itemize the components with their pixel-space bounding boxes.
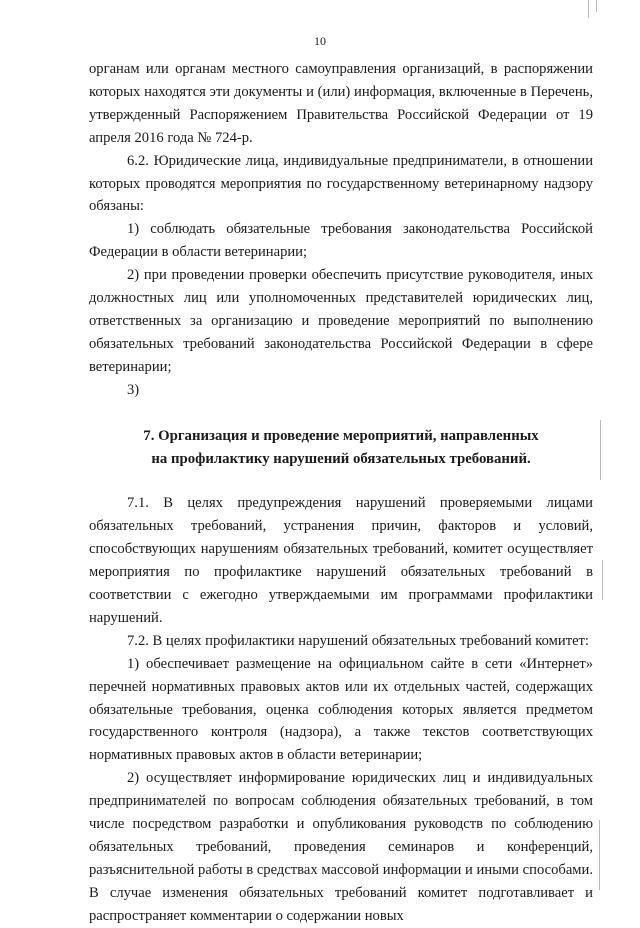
scan-artifact <box>602 560 603 600</box>
section-heading-line-1: 7. Организация и проведение мероприятий, направленных <box>143 427 539 444</box>
scan-artifact <box>600 420 601 480</box>
scan-artifact <box>596 0 597 12</box>
paragraph-continuation: органам или органам местного самоуправления организаций, в распоряжении которых находятся эти документы и (или) информация, включенные в Перечень, утвержденный Распоряжением Правительства Российской Федерации от 19 апреля 2016 года № 724-р. <box>89 61 593 146</box>
page-number: 10 <box>314 34 326 48</box>
paragraph-7-1: 7.1. В целях предупреждения нарушений проверяемыми лицами обязательных требований, устранения причин, факторов и условий, способствующих нарушениям обязательных требований, комитет осуществляет мероприятия по профилактике нарушений обязательных требований в соответствии с ежегодно утверждаемыми им программами профилактики нарушений. <box>89 495 593 626</box>
list-item-7-2-2: 2) осуществляет информирование юридических лиц и индивидуальных предпринимателей по вопросам соблюдения обязательных требований, в том числе посредством разработки и опубликования руководств по соблюдению обязательных требований, проведения семинаров и конференций, разъяснительной работы в средствах массовой информации и иными способами. В случае изменения обязательных требований комитет подготавливает и распространяет комментарии о содержании новых <box>89 770 593 924</box>
paragraph-6-2: 6.2. Юридические лица, индивидуальные предприниматели, в отношении которых проводятся мероприятия по государственному ветеринарному надзору обязаны: <box>89 152 593 215</box>
scan-artifact <box>599 820 600 890</box>
list-item-3: 3) <box>127 381 140 398</box>
list-item-2: 2) при проведении проверки обеспечить присутствие руководителя, иных должностных лиц или уполномоченных представителей юридических лиц, ответственных за организацию и проведение мероприятий по выполнению обязательных требований законодательства Российской Федерации в сфере ветеринарии; <box>89 267 593 375</box>
section-heading-7 <box>89 425 593 471</box>
paragraph-7-2: 7.2. В целях профилактики нарушений обязательных требований комитет: <box>127 632 589 649</box>
scan-artifact <box>588 0 589 18</box>
list-item-1: 1) соблюдать обязательные требования законодательства Российской Федерации в области ветеринарии; <box>89 221 593 261</box>
list-item-7-2-1: 1) обеспечивает размещение на официальном сайте в сети «Интернет» перечней нормативных правовых актов или их отдельных частей, содержащих обязательные требования, оценка соблюдения которых является предметом государственного контроля (надзора), а также текстов соответствующих нормативных правовых актов в области ветеринарии; <box>89 655 593 764</box>
document-body <box>89 58 593 928</box>
section-heading-line-2: на профилактику нарушений обязательных требований. <box>151 450 531 467</box>
